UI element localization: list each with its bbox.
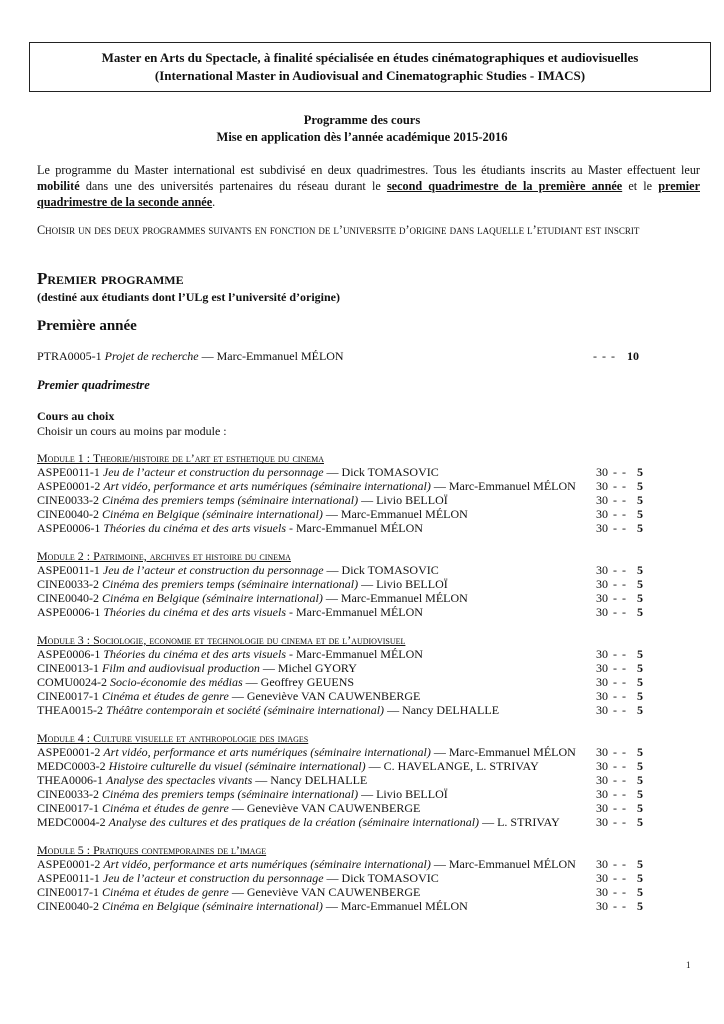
course-title: Cinéma et études de genre (102, 689, 229, 703)
course-row (37, 689, 700, 703)
course-title: Cinéma et études de genre (102, 801, 229, 815)
course-credits: 5 (637, 647, 643, 661)
course-code: ASPE0006-1 (37, 647, 101, 661)
course-teacher: — Marc-Emmanuel MÉLON (322, 899, 468, 913)
program-heading: Premier programme (37, 269, 184, 288)
module-header: Module 4 : Culture visuelle et anthropologie des images (37, 731, 309, 745)
course-credits: 5 (637, 591, 643, 605)
course-teacher: — Marc-Emmanuel MÉLON (322, 591, 468, 605)
module-section (37, 633, 700, 717)
course-credits: 5 (637, 857, 643, 871)
course-credits: 5 (637, 745, 643, 759)
course-title: Cinéma en Belgique (séminaire international) (102, 591, 323, 605)
module-header: Module 5 : Pratiques contemporaines de l’image (37, 843, 267, 857)
course-text (37, 871, 585, 885)
course-credits: 5 (637, 493, 643, 507)
course-hours: 30 - - (596, 479, 626, 493)
module-section (37, 731, 700, 829)
program-note: (destiné aux étudiants dont l’ULg est l’université d’origine) (37, 290, 340, 304)
subtitle-line-1: Programme des cours (303, 113, 421, 127)
course-hours: 30 - - (596, 745, 626, 759)
course-teacher: — C. HAVELANGE, L. STRIVAY (365, 759, 539, 773)
module-header: Module 3 : Sociologie, economie et technologie du cinema et de l’audiovisuel (37, 633, 406, 647)
course-title: Film and audiovisual production (102, 661, 260, 675)
course-code: ASPE0011-1 (37, 563, 100, 577)
course-teacher: — Livio BELLOÏ (358, 787, 448, 801)
course-hours: 30 - - (596, 563, 626, 577)
course-row (37, 801, 700, 815)
course-code: CINE0040-2 (37, 899, 99, 913)
course-credits: 5 (637, 801, 643, 815)
course-code: ASPE0011-1 (37, 465, 100, 479)
course-hours: 30 - - (596, 815, 626, 829)
course-teacher: — Marc-Emmanuel MÉLON (430, 857, 576, 871)
year-heading: Première année (37, 318, 137, 334)
course-teacher: — Geneviève VAN CAUWENBERGE (228, 689, 421, 703)
course-hours: 30 - - (596, 759, 626, 773)
course-row (37, 759, 700, 773)
course-credits: 5 (637, 689, 643, 703)
title-line-2: (International Master in Audiovisual and Cinematographic Studies - IMACS) (154, 68, 586, 83)
course-hours: 30 - - (596, 787, 626, 801)
course-credits: 5 (637, 899, 643, 913)
course-code: ASPE0006-1 (37, 521, 101, 535)
course-credits: 10 (627, 349, 639, 363)
course-credits: 5 (637, 507, 643, 521)
course-text (37, 521, 585, 535)
course-code: MEDC0003-2 (37, 759, 106, 773)
course-credits: 5 (637, 563, 643, 577)
course-row (37, 815, 700, 829)
course-row (37, 521, 700, 535)
subtitle (0, 112, 724, 146)
course-title: Cinéma et études de genre (102, 885, 229, 899)
title-line-1: Master en Arts du Spectacle, à finalité spécialisée en études cinématographiques et audiovisuelles (101, 50, 639, 65)
course-title: Analyse des spectacles vivants (106, 773, 253, 787)
intro-mobilite: mobilité (37, 179, 80, 193)
course-code: CINE0040-2 (37, 507, 99, 521)
course-text (37, 689, 585, 703)
course-credits: 5 (637, 521, 643, 535)
intro-text: dans une des universités partenaires du réseau durant le (79, 179, 387, 193)
course-teacher: — Marc-Emmanuel MÉLON (430, 479, 576, 493)
course-row (37, 647, 700, 661)
course-title: Théories du cinéma et des arts visuels (103, 521, 286, 535)
course-text (37, 493, 585, 507)
course-row (37, 857, 700, 871)
document-title-box (29, 42, 711, 92)
course-hours: - - - (593, 349, 615, 363)
course-row (37, 885, 700, 899)
course-text (37, 349, 585, 363)
module-section (37, 549, 700, 619)
course-text (37, 507, 585, 521)
course-text (37, 801, 585, 815)
course-code: MEDC0004-2 (37, 815, 106, 829)
course-teacher: — Geneviève VAN CAUWENBERGE (228, 801, 421, 815)
course-code: PTRA0005-1 (37, 349, 102, 363)
course-code: ASPE0006-1 (37, 605, 101, 619)
course-teacher: — Marc-Emmanuel MÉLON (322, 507, 468, 521)
course-row (37, 465, 700, 479)
course-row (37, 507, 700, 521)
course-teacher: — Livio BELLOÏ (358, 577, 448, 591)
course-row (37, 493, 700, 507)
module-header: Module 2 : Patrimoine, archives et histoire du cinema (37, 549, 291, 563)
course-code: CINE0013-1 (37, 661, 99, 675)
course-text (37, 759, 585, 773)
module-header: Module 1 : Theorie/histoire de l’art et esthetique du cinema (37, 451, 325, 465)
subtitle-line-2: Mise en application dès l’année académique 2015-2016 (216, 130, 508, 144)
intro-premier-quadrimestre: premier quadrimestre de la seconde année (37, 179, 700, 209)
course-code: ASPE0001-2 (37, 479, 101, 493)
course-teacher: — Dick TOMASOVIC (323, 871, 439, 885)
course-text (37, 563, 585, 577)
intro-paragraph (37, 162, 700, 210)
course-text (37, 745, 585, 759)
course-row (37, 871, 700, 885)
course-code: CINE0033-2 (37, 493, 99, 507)
course-hours: 30 - - (596, 857, 626, 871)
quadrimestre-heading: Premier quadrimestre (37, 378, 150, 392)
course-hours: 30 - - (596, 465, 626, 479)
modules-list (37, 451, 700, 927)
course-title: Cinéma des premiers temps (séminaire international) (102, 493, 359, 507)
course-row (37, 605, 700, 619)
course-teacher: - Marc-Emmanuel MÉLON (286, 605, 423, 619)
course-row (37, 661, 700, 675)
course-row (37, 787, 700, 801)
course-row (37, 899, 700, 913)
course-code: ASPE0011-1 (37, 871, 100, 885)
course-teacher: - Marc-Emmanuel MÉLON (286, 647, 423, 661)
course-hours: 30 - - (596, 521, 626, 535)
choice-text: Choisir un cours au moins par module : (37, 424, 227, 438)
course-hours: 30 - - (596, 591, 626, 605)
course-hours: 30 - - (596, 507, 626, 521)
course-text (37, 885, 585, 899)
course-teacher: — Geneviève VAN CAUWENBERGE (228, 885, 421, 899)
course-hours: 30 - - (596, 871, 626, 885)
course-text (37, 899, 585, 913)
course-hours: 30 - - (596, 605, 626, 619)
course-code: COMU0024-2 (37, 675, 108, 689)
choice-heading: Cours au choix (37, 409, 115, 423)
course-hours: 30 - - (596, 885, 626, 899)
course-title: Cinéma en Belgique (séminaire international) (102, 899, 323, 913)
course-code: CINE0033-2 (37, 787, 99, 801)
course-title: Analyse des cultures et des pratiques de la création (séminaire international) (108, 815, 480, 829)
course-credits: 5 (637, 605, 643, 619)
course-row (37, 563, 700, 577)
course-hours: 30 - - (596, 675, 626, 689)
course-teacher: — Nancy DELHALLE (252, 773, 368, 787)
course-teacher: - Marc-Emmanuel MÉLON (286, 521, 423, 535)
page-number: 1 (686, 960, 691, 970)
course-hours: 30 - - (596, 899, 626, 913)
course-hours: 30 - - (596, 773, 626, 787)
course-code: CINE0017-1 (37, 801, 99, 815)
course-text (37, 465, 585, 479)
course-hours: 30 - - (596, 703, 626, 717)
course-teacher: — Marc-Emmanuel MÉLON (198, 349, 344, 363)
intro-text: et le (622, 179, 659, 193)
course-hours: 30 - - (596, 647, 626, 661)
course-row (37, 479, 700, 493)
course-text (37, 661, 585, 675)
course-title: Cinéma des premiers temps (séminaire international) (102, 787, 359, 801)
course-row (37, 745, 700, 759)
course-hours: 30 - - (596, 577, 626, 591)
course-title: Art vidéo, performance et arts numériques (séminaire international) (103, 745, 431, 759)
course-credits: 5 (637, 815, 643, 829)
course-code: ASPE0001-2 (37, 745, 101, 759)
module-section (37, 843, 700, 913)
course-text (37, 577, 585, 591)
course-code: CINE0017-1 (37, 689, 99, 703)
course-teacher: — Dick TOMASOVIC (323, 563, 439, 577)
course-title: Socio-économie des médias (110, 675, 243, 689)
course-credits: 5 (637, 465, 643, 479)
course-credits: 5 (637, 675, 643, 689)
course-hours: 30 - - (596, 493, 626, 507)
course-teacher: — L. STRIVAY (479, 815, 560, 829)
course-text (37, 675, 585, 689)
course-title: Cinéma des premiers temps (séminaire international) (102, 577, 359, 591)
course-title: Théories du cinéma et des arts visuels (103, 647, 286, 661)
course-title: Projet de recherche (104, 349, 199, 363)
course-title: Jeu de l’acteur et construction du personnage (102, 563, 324, 577)
course-credits: 5 (637, 661, 643, 675)
course-text (37, 815, 585, 829)
course-teacher: — Livio BELLOÏ (358, 493, 448, 507)
course-row (37, 591, 700, 605)
course-text (37, 773, 585, 787)
course-teacher: — Michel GYORY (259, 661, 357, 675)
course-hours: 30 - - (596, 801, 626, 815)
course-row (37, 577, 700, 591)
course-teacher: — Nancy DELHALLE (384, 703, 500, 717)
course-text (37, 479, 585, 493)
course-credits: 5 (637, 885, 643, 899)
course-code: THEA0006-1 (37, 773, 103, 787)
course-code: CINE0040-2 (37, 591, 99, 605)
course-title: Jeu de l’acteur et construction du personnage (102, 871, 324, 885)
course-text (37, 647, 585, 661)
course-code: CINE0033-2 (37, 577, 99, 591)
course-title: Histoire culturelle du visuel (séminaire international) (108, 759, 366, 773)
intro-text: Le programme du Master international est subdivisé en deux quadrimestres. Tous les étudiants inscrits au Master effectuent leur (37, 163, 700, 177)
course-credits: 5 (637, 759, 643, 773)
course-code: ASPE0001-2 (37, 857, 101, 871)
course-text (37, 787, 585, 801)
course-hours: 30 - - (596, 661, 626, 675)
course-credits: 5 (637, 773, 643, 787)
course-row (37, 703, 700, 717)
course-title: Art vidéo, performance et arts numériques (séminaire international) (103, 479, 431, 493)
intro-second-quadrimestre: second quadrimestre de la première année (386, 179, 623, 193)
course-text (37, 605, 585, 619)
course-credits: 5 (637, 577, 643, 591)
course-teacher: — Marc-Emmanuel MÉLON (430, 745, 576, 759)
course-title: Théories du cinéma et des arts visuels (103, 605, 286, 619)
course-code: CINE0017-1 (37, 885, 99, 899)
course-title: Jeu de l’acteur et construction du personnage (102, 465, 324, 479)
project-row (37, 349, 700, 363)
course-row (37, 773, 700, 787)
course-teacher: — Geoffrey GEUENS (242, 675, 355, 689)
course-code: THEA0015-2 (37, 703, 103, 717)
course-text (37, 591, 585, 605)
intro-text: . (212, 195, 216, 209)
course-row (37, 675, 700, 689)
course-teacher: — Dick TOMASOVIC (323, 465, 439, 479)
course-credits: 5 (637, 703, 643, 717)
course-credits: 5 (637, 787, 643, 801)
course-hours: 30 - - (596, 689, 626, 703)
course-title: Théâtre contemporain et société (séminaire international) (106, 703, 385, 717)
course-title: Art vidéo, performance et arts numériques (séminaire international) (103, 857, 431, 871)
course-credits: 5 (637, 871, 643, 885)
course-credits: 5 (637, 479, 643, 493)
course-title: Cinéma en Belgique (séminaire international) (102, 507, 323, 521)
course-text (37, 703, 585, 717)
instruction-paragraph: Choisir un des deux programmes suivants en fonction de l’universite d’origine dans laquelle l’etudiant est inscrit (37, 223, 640, 237)
module-section (37, 451, 700, 535)
course-text (37, 857, 585, 871)
